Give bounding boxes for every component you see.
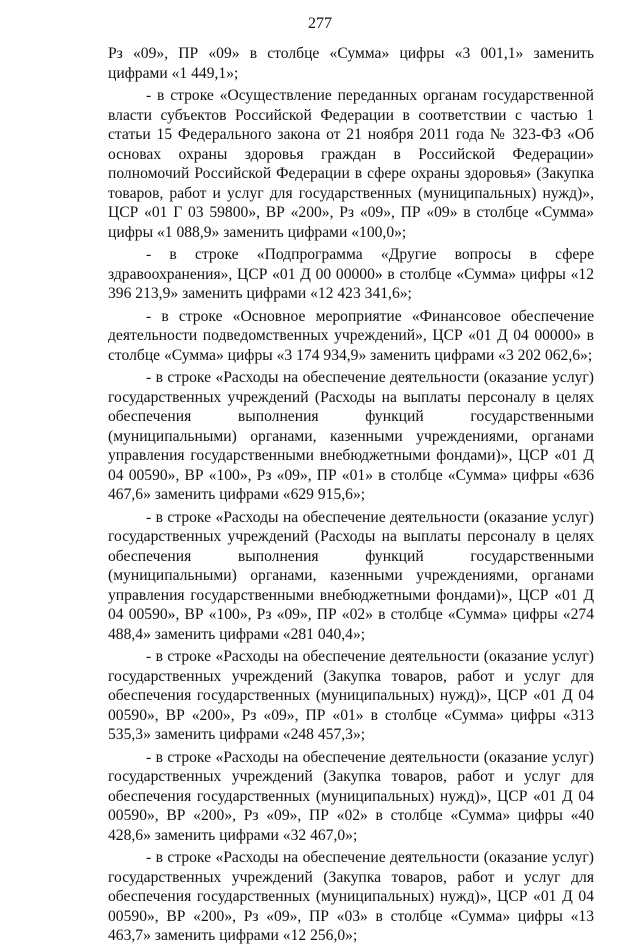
paragraph-item: - в строке «Расходы на обеспечение деятельности (оказание услуг) государственных учреждений (Закупка товаров, работ и услуг для обеспечения государственных (муниципальных) нужд)», ЦСР «01 Д 04 00590», ВР «200», Рз «09», ПР «02» в столбце «Сумма» цифры «40 428,6» заменить цифрами «32 467,0»; [108,748,594,844]
paragraph-item: - в строке «Осуществление переданных органам государственной власти субъектов Российской Федерации в соответствии с частью 1 статьи 15 Федерального закона от 21 ноября 2011 года № 323-ФЗ «Об основах охраны здоровья граждан в Российской Федерации» полномочий Российской Федерации в сфере охраны здоровья» (Закупка товаров, работ и услуг для государственных (муниципальных) нужд)», ЦСР «01 Г 03 59800», ВР «200», Рз «09», ПР «09» в столбце «Сумма» цифры «1 088,9» заменить цифрами «100,0»; [108,87,594,241]
document-body [108,44,594,949]
paragraph-item: - в строке «Расходы на обеспечение деятельности (оказание услуг) государственных учреждений (Расходы на выплаты персоналу в целях обеспечения выполнения функций государственными (муниципальными) органами, казенными учреждениями, органами управления государственными внебюджетными фондами)», ЦСР «01 Д 04 00590», ВР «100», Рз «09», ПР «02» в столбце «Сумма» цифры «274 488,4» заменить цифрами «281 040,4»; [108,508,594,643]
paragraph-item: - в строке «Расходы на обеспечение деятельности (оказание услуг) государственных учреждений (Расходы на выплаты персоналу в целях обеспечения выполнения функций государственными (муниципальными) органами, казенными учреждениями, органами управления государственными внебюджетными фондами)», ЦСР «01 Д 04 00590», ВР «100», Рз «09», ПР «01» в столбце «Сумма» цифры «636 467,6» заменить цифрами «629 915,6»; [108,369,594,503]
paragraph-item: - в строке «Подпрограмма «Другие вопросы в сфере здравоохранения», ЦСР «01 Д 00 00000» в столбце «Сумма» цифры «12 396 213,9» заменить цифрами «12 423 341,6»; [108,246,594,302]
paragraph-item: - в строке «Расходы на обеспечение деятельности (оказание услуг) государственных учреждений (Закупка товаров, работ и услуг для обеспечения государственных (муниципальных) нужд)», ЦСР «01 Д 04 00590», ВР «200», Рз «09», ПР «01» в столбце «Сумма» цифры «313 535,3» заменить цифрами «248 457,3»; [108,648,594,743]
page-number: 277 [308,15,332,32]
paragraph-item: - в строке «Основное мероприятие «Финансовое обеспечение деятельности подведомственных учреждений», ЦСР «01 Д 04 00000» в столбце «Сумма» цифры «3 174 934,9» заменить цифрами «3 202 062,6»; [108,307,594,364]
paragraph-continuation: Рз «09», ПР «09» в столбце «Сумма» цифры «3 001,1» заменить цифрами «1 449,1»; [108,45,594,82]
paragraph-item: - в строке «Расходы на обеспечение деятельности (оказание услуг) государственных учреждений (Закупка товаров, работ и услуг для обеспечения государственных (муниципальных) нужд)», ЦСР «01 Д 04 00590», ВР «200», Рз «09», ПР «03» в столбце «Сумма» цифры «13 463,7» заменить цифрами «12 256,0»; [108,849,594,944]
